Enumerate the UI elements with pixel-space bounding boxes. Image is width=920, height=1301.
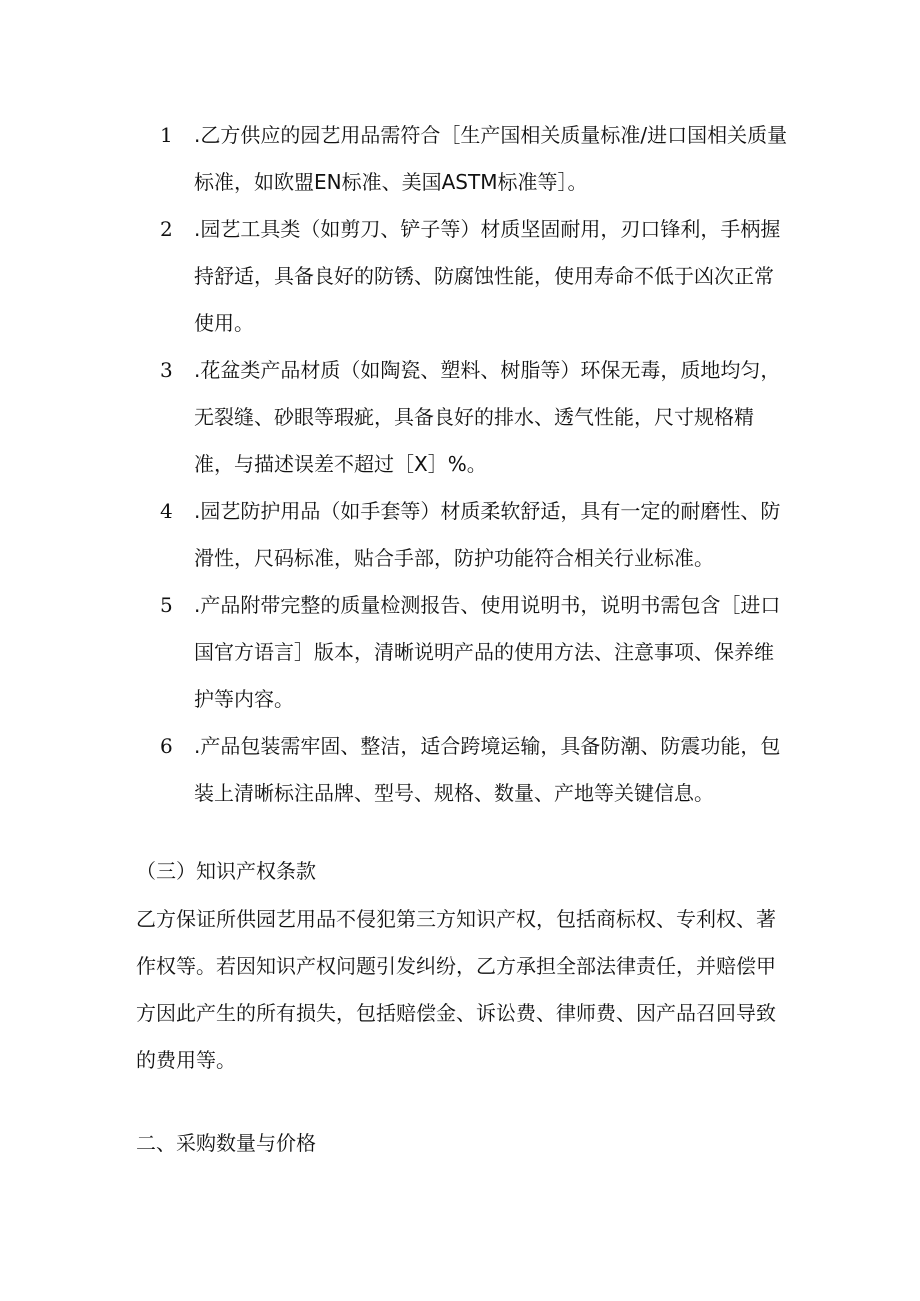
list-item-number: 2 [160,217,173,241]
list-item-number: 3 [160,358,173,382]
list-item-number: 5 [160,593,173,617]
list-item [160,488,790,582]
list-item [160,206,790,347]
list-item-text: .乙方供应的园艺用品需符合［生产国相关质量标准/进口国相关质量标准，如欧盟EN标准、美国ASTM标准等］。 [194,123,788,194]
list-item-text: .花盆类产品材质（如陶瓷、塑料、树脂等）环保无毒，质地均匀，无裂缝、砂眼等瑕疵，具备良好的排水、透气性能，尺寸规格精准，与描述误差不超过［X］%。 [194,358,781,476]
list-item [160,112,790,206]
list-item [160,347,790,488]
list-item-number: 6 [160,734,173,758]
quality-requirements-list [160,112,790,817]
list-item-text: .产品包装需牢固、整洁，适合跨境运输，具备防潮、防震功能，包装上清晰标注品牌、型号、规格、数量、产地等关键信息。 [194,734,781,805]
list-item-number: 4 [160,499,173,523]
list-item-text: .园艺工具类（如剪刀、铲子等）材质坚固耐用，刃口锋利，手柄握持舒适，具备良好的防锈、防腐蚀性能，使用寿命不低于凶次正常使用。 [194,217,781,335]
list-item-number: 1 [160,123,173,147]
section-heading-ip: （三）知识产权条款 [136,859,316,883]
list-item-text: .园艺防护用品（如手套等）材质柔软舒适，具有一定的耐磨性、防滑性，尺码标准，贴合手部，防护功能符合相关行业标准。 [194,499,781,570]
list-item-text: .产品附带完整的质量检测报告、使用说明书，说明书需包含［进口国官方语言］版本，清晰说明产品的使用方法、注意事项、保养维护等内容。 [194,593,781,711]
ip-paragraph: 乙方保证所供园艺用品不侵犯第三方知识产权，包括商标权、专利权、著作权等。若因知识产权问题引发纠纷，乙方承担全部法律责任，并赔偿甲方因此产生的所有损失，包括赔偿金、诉讼费、律师费、因产品召回导致的费用等。 [136,907,776,1072]
list-item [160,723,790,817]
list-item [160,582,790,723]
section-heading-quantity-price: 二、采购数量与价格 [136,1131,316,1155]
